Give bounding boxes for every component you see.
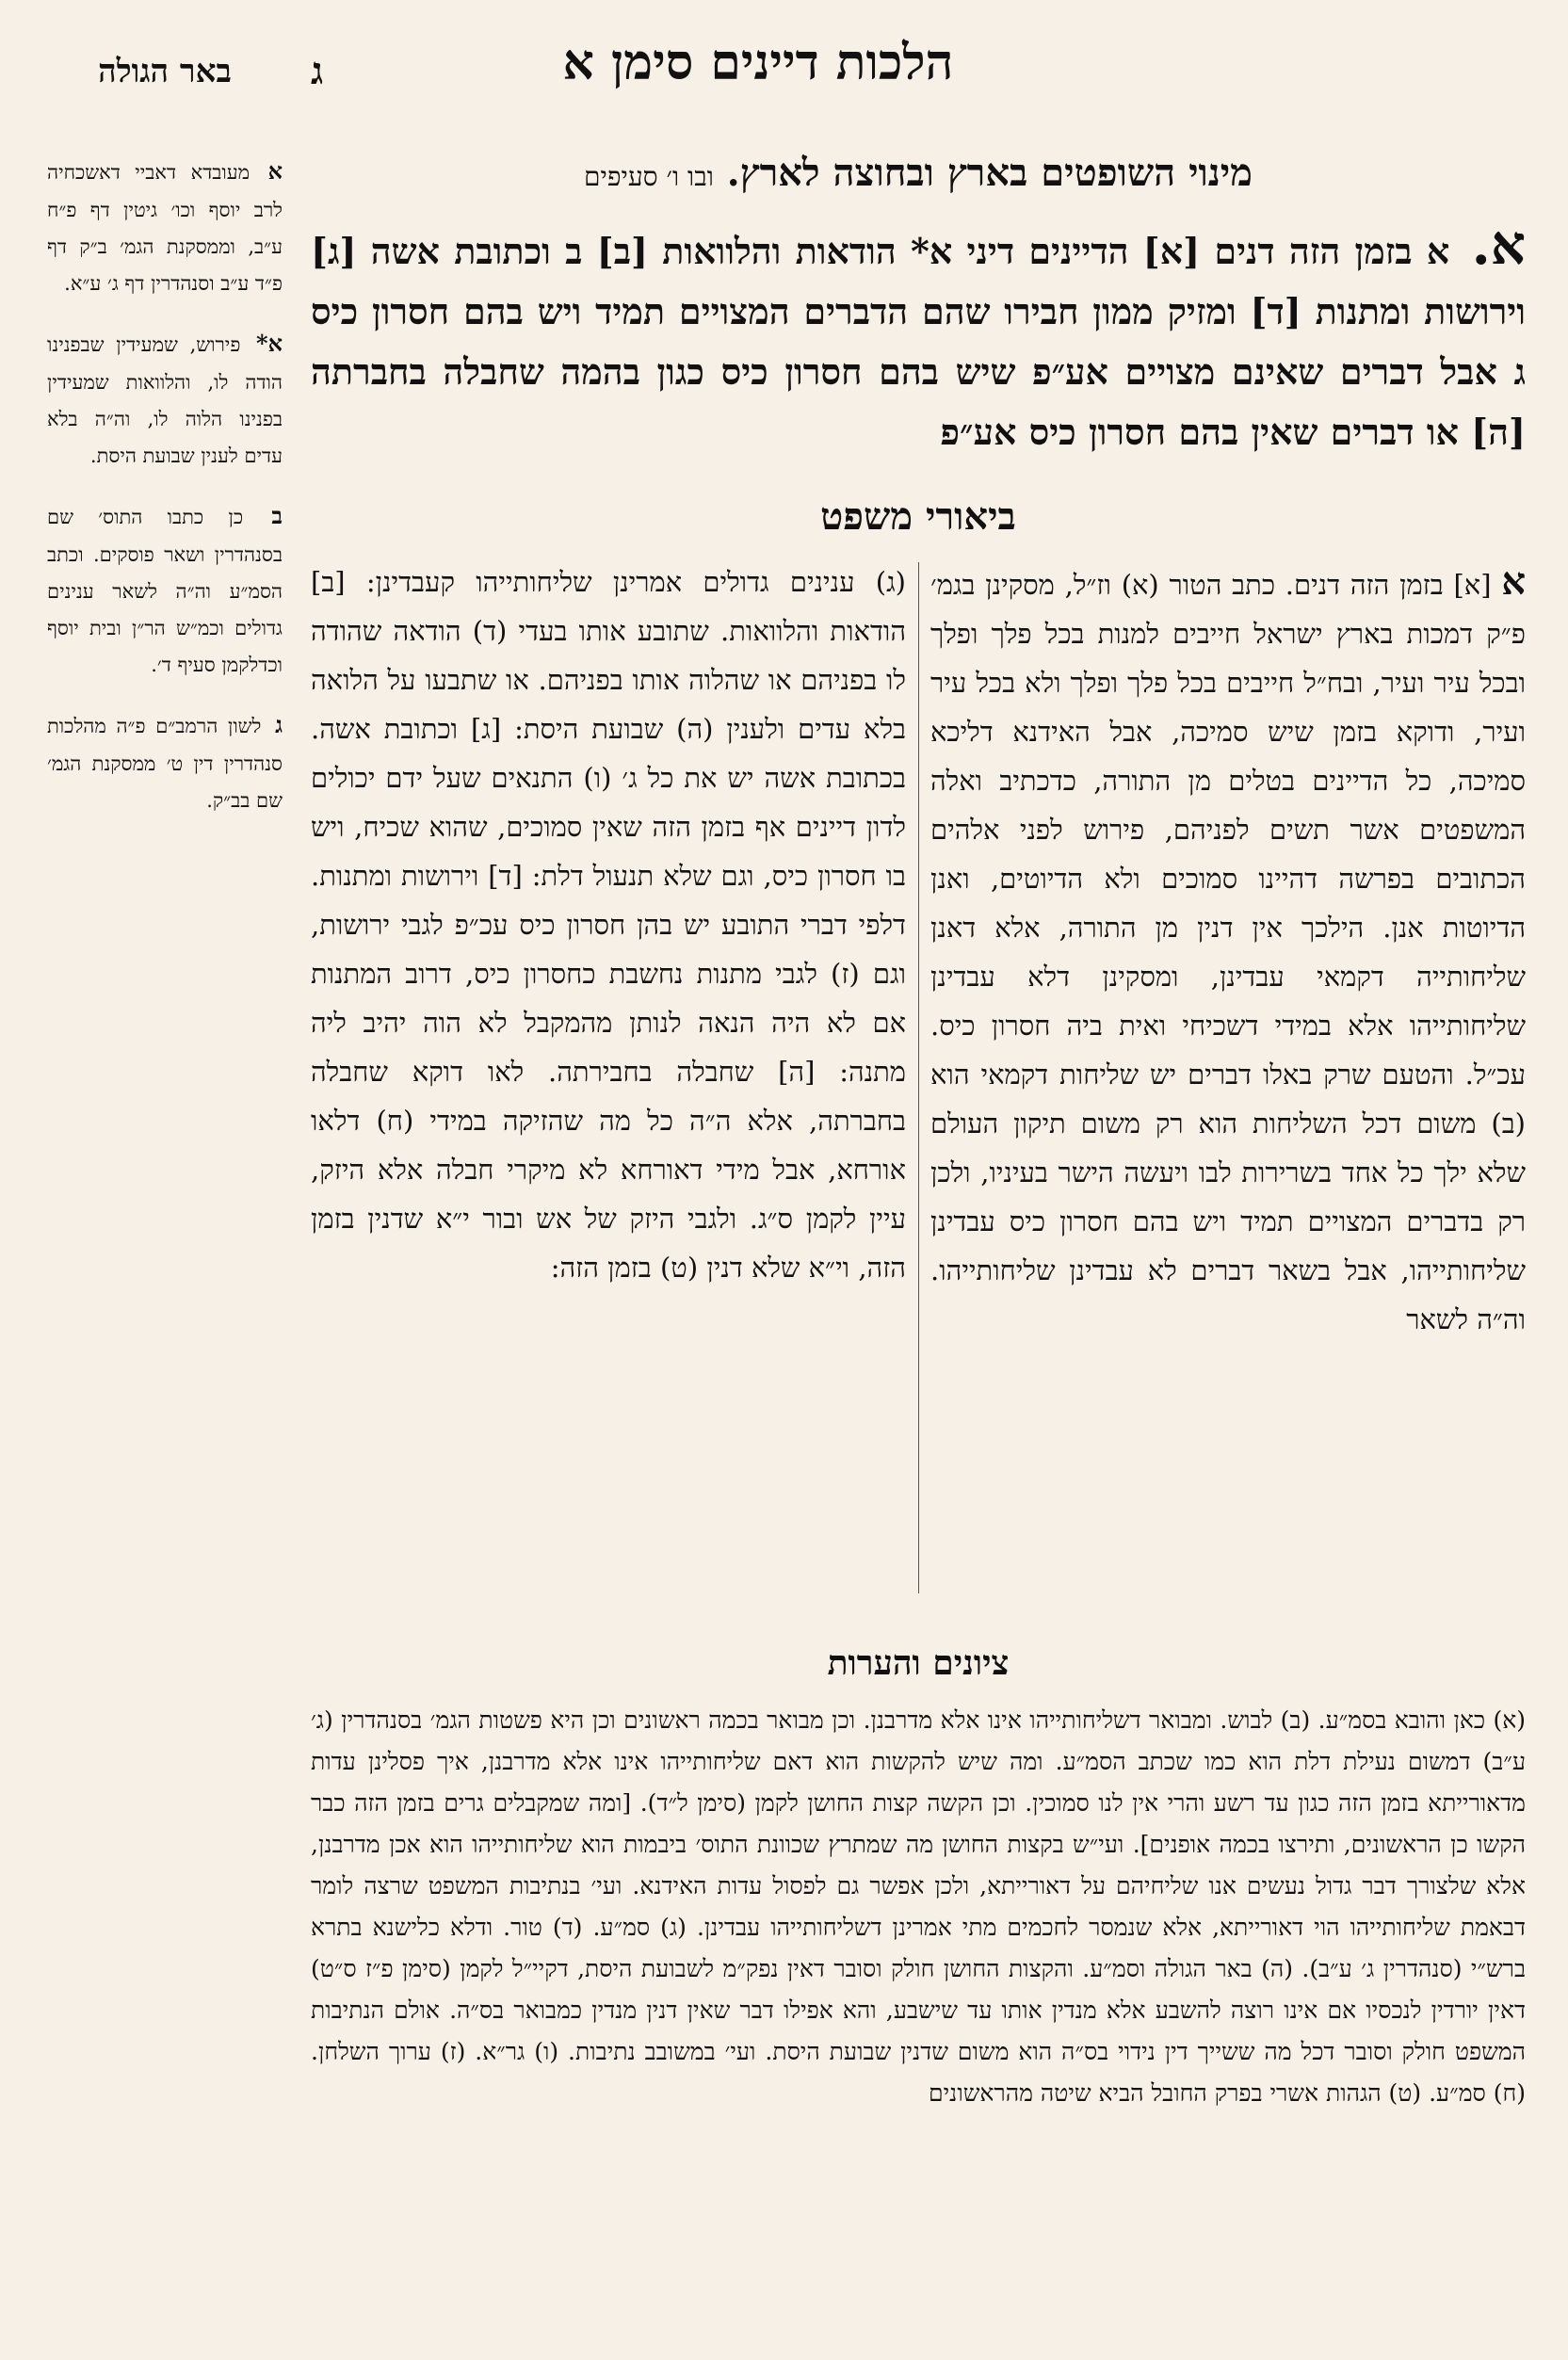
side-note [47, 704, 283, 819]
side-note-text: פירוש, שמעידין שבפנינו הודה לו, והלוואות שמעידין בפנינו הלוה לו, וה״ה בלא עדים לענין שבועת היסת. [47, 332, 283, 467]
page-letter: ג [311, 49, 324, 93]
side-note [47, 151, 283, 302]
biurei-right-text: [א] בזמן הזה דנים. כתב הטור (א) וז״ל, מסקינן בגמ׳ פ״ק דמכות בארץ ישראל חייבים למנות בכל פלך ופלך ובכל עיר ועיר, ובח״ל חייבים בכל פלך ופלך ולא בכל עיר ועיר, ודוקא בזמן שיש סמיכה, אבל האידנא דליכא סמיכה, כל הדיינים בטלים מן התורה, כדכתיב ואלה המשפטים אשר תשים לפניהם, פירוש לפני אלהים הכתובים בפרשה דהיינו סמוכים ולא הדיוטים, ואנן הדיוטות אנן. הילכך אין דנין מן התורה, אלא דאנן שליחותייה דקמאי עבדינן, ומסקינן דלא עבדינן שליחותייהו אלא במידי דשכיחי ואית ביה חסרון כיס. עכ״ל. והטעם שרק באלו דברים יש שליחות דקמאי הוא (ב) משום דכל השליחות הוא רק משום תיקון העולם שלא ילך כל אחד בשרירות לבו ויעשה הישר בעיניו, ולכן רק בדברים המצויים תמיד ויש בהם חסרון כיס עבדינן שליחותייהו, אבל בשאר דברים לא עבדינן שליחותייהו. וה״ה לשאר [930, 569, 1526, 1335]
biurei-left-text: (ג) ענינים גדולים אמרינן שליחותייהו קעבדינן: [ב] הודאות והלוואות. שתובע אותו בעדי (ד) הודאה שהודה לו בפניהם או שהלוה אותו בפניהם. או שתבעו על הלואה בלא עדים ולענין (ה) שבועת היסת: [ג] וכתובת אשה. בכתובת אשה יש את כל ג׳ (ו) התנאים שעל ידם יכולים לדון דיינים אף בזמן הזה שאין סמוכים, שהוא שכיח, ויש בו חסרון כיס, וגם שלא תנעול דלת: [ד] וירושות ומתנות. דלפי דברי התובע יש בהן חסרון כיס עכ״פ לגבי ירושות, וגם (ז) לגבי מתנות נחשבת כחסרון כיס, דרוב המתנות אם לא היה הנאה לנותן מהמקבל לא הוה יהיב ליה מתנה: [ה] שחבלה בחבירתה. לאו דוקא שחבלה בחברתה, אלא ה״ה כל מה שהזיקה במידי (ח) דלאו אורחא, אבל מידי דאורחא לא מיקרי חבלה אלא היזק, עיין לקמן ס״ג. ולגבי היזק של אש ובור י״א שדנין בזמן הזה, וי״א שלא דנין (ט) בזמן הזה: [311, 566, 906, 1284]
side-note-label: א [267, 157, 283, 185]
side-note-label: ב [271, 501, 283, 529]
siman-heading [311, 151, 1526, 196]
biurei-mishpat-columns [311, 558, 1526, 1603]
siman-subtitle: ובו ו׳ סעיפים [584, 161, 714, 192]
side-note-text: כן כתבו התוס׳ שם בסנהדרין ושאר פוסקים. וכתב הסמ״ע וה״ה לשאר ענינים גדולים וכמ״ש הר״ן ובית יוסף וכדלקמן סעיף ד׳. [47, 505, 283, 676]
beer-hagolah-column [47, 151, 283, 840]
tziyunim-heading: ציונים והערות [827, 1643, 1010, 1683]
side-note-text: מעובדא דאביי דאשכחיה לרב יוסף וכו׳ גיטין דף פ״ח ע״ב, וממסקנת הגמ׳ ב״ק דף פ״ד ע״ב וסנהדרין דף ג׳ ע״א. [47, 161, 283, 296]
side-note-label: ג [275, 710, 283, 738]
seif-body: א בזמן הזה דנים [א] הדיינים דיני א* הודאות והלוואות [ב] ב וכתובת אשה [ג] וירושות ומתנות [ד] ומזיק ממון חבירו שהם הדברים המצויים תמיד ויש בהם חסרון כיס ג אבל דברים שאינם מצויים אע״פ שיש בהם חסרון כיס כגון בהמה שחבלה בחברתה [ה] או דברים שאין בהם חסרון כיס אע״פ [311, 230, 1526, 453]
side-note [47, 323, 283, 475]
side-title: באר הגולה [98, 53, 232, 90]
side-note-label: א* [256, 329, 283, 357]
page-title: הלכות דיינים סימן א [562, 34, 954, 91]
column-divider [918, 562, 919, 1593]
side-note-text: לשון הרמב״ם פ״ה מהלכות סנהדרין דין ט׳ ממסקנת הגמ׳ שם בב״ק. [47, 714, 283, 812]
biurei-mishpat-heading: ביאורי משפט [820, 494, 1016, 539]
biurei-right-column [930, 558, 1526, 1344]
side-note [47, 495, 283, 684]
biurei-left-column [311, 558, 906, 1292]
biurei-lead-letter: א [1501, 559, 1526, 604]
siman-title: מינוי השופטים בארץ ובחוצה לארץ. [726, 151, 1253, 195]
seif-letter: א. [1471, 213, 1526, 277]
tziyunim-text: (א) כאן והובא בסמ״ע. (ב) לבוש. ומבואר דשליחותייהו אינו אלא מדרבנן. וכן מבואר בכמה ראשונים וכן היא פשטות הגמ׳ בסנהדרין (ג׳ ע״ב) דמשום נעילת דלת הוא כמו שכתב הסמ״ע. ומה שיש להקשות הוא דאם שליחותייהו אינו אלא מדרבנן, איך פסלינן עדות מדאורייתא בזמן הזה כגון עד רשע והרי אין לנו סמוכין. וכן הקשה קצות החושן לקמן (סימן ל״ד). [ומה שמקבלים גרים בזמן הזה כבר הקשו כן הראשונים, ותירצו בכמה אופנים]. ועי״ש בקצות החושן מה שמתרץ שכוונת התוס׳ ביבמות הוא שליחותייהו הוא אכן מדרבנן, אלא שלצורך דבר גדול נעשים אנו שליחיהם על דאורייתא, ולכן אפשר גם לפסול עדות האידנא. ועי׳ בנתיבות המשפט שרצה לומר דבאמת שליחותייהו הוי דאורייתא, אלא שנמסר לחכמים מתי אמרינן דשליחותייהו עבדינן. (ג) סמ״ע. (ד) טור. ודלא כלישנא בתרא ברש״י (סנהדרין ג׳ ע״ב). (ה) באר הגולה וסמ״ע. והקצות החושן חולק וסובר דאין נפק״מ לשבועת היסת, דקיי״ל לקמן (סימן פ״ז ס״ט) דאין יורדין לנכסיו אם אינו רוצה להשבע אלא מנדין אותו עד שישבע, והא אפילו דבר שאין דנין מנדין כמבואר בס״ה. אולם הנתיבות המשפט חולק וסובר דכל מה ששייך דין נידוי בס״ה הוא משום שדנין שבועת היסת. ועי׳ במשובב נתיבות. (ו) גר״א. (ז) ערוך השלחן. (ח) סמ״ע. (ט) הגהות אשרי בפרק החובל הביא שיטה מהראשונים [311, 1706, 1526, 2107]
shulchan-aruch-text [311, 215, 1526, 462]
